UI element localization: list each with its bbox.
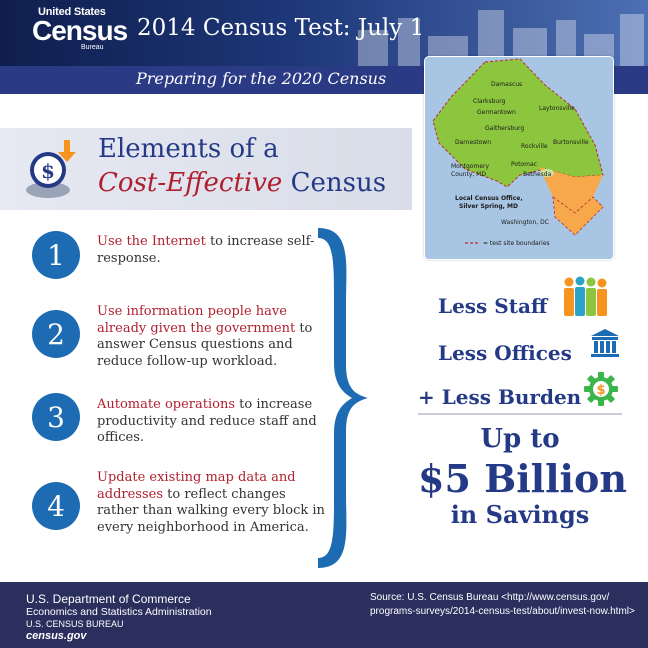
map-label-gaithersburg: Gaithersburg: [485, 125, 525, 132]
savings-in-savings: in Savings: [450, 500, 590, 529]
census-logo[interactable]: [14, 4, 128, 60]
gear-dollar-icon: [584, 372, 618, 406]
map-label-county-1: Montgomery: [451, 163, 490, 170]
people-icon: [560, 276, 610, 318]
logo-bureau: Bureau: [81, 44, 104, 51]
map-label-laytonsville: Laytonsville: [539, 105, 575, 112]
curly-brace-graphic: [312, 224, 372, 572]
step-1-rest: to increase self-response.: [97, 234, 315, 266]
logo-united-states: United States: [38, 6, 106, 18]
svg-text:$: $: [41, 159, 55, 183]
footer-source-line1[interactable]: Source: U.S. Census Bureau <http://www.census.gov/: [370, 592, 610, 603]
step-1-number: 1: [32, 231, 80, 279]
footer-dept: U.S. Department of Commerce: [26, 592, 191, 606]
step-2-highlight: Use information people have already given the government: [97, 304, 296, 336]
cost-effective-text: Cost-Effective: [98, 168, 283, 198]
step-2-text: [97, 304, 327, 370]
step-3-text: [97, 397, 327, 447]
page-title: 2014 Census Test: July 1: [137, 15, 425, 41]
money-bag-down-arrow-icon: [24, 138, 86, 202]
map-label-office-1: Local Census Office,: [455, 195, 523, 202]
map-label-potomac: Potomac: [511, 161, 537, 168]
savings-up-to: Up to: [480, 424, 560, 454]
step-1-text: [97, 234, 327, 267]
map-label-dc: Washington, DC: [501, 219, 549, 226]
logo-census: Census: [32, 15, 128, 46]
benefits-divider: [418, 413, 622, 415]
step-3-highlight: Automate operations: [97, 397, 235, 412]
less-staff-label: Less Staff: [438, 294, 548, 318]
map-label-rockville: Rockville: [521, 143, 548, 150]
step-2-number: 2: [32, 310, 80, 358]
svg-text:$: $: [596, 383, 606, 398]
test-site-map: [424, 56, 614, 260]
census-text: Census: [282, 168, 387, 198]
step-3-number: 3: [32, 393, 80, 441]
elements-heading-panel: [0, 128, 412, 210]
less-burden-label: + Less Burden: [418, 385, 582, 409]
footer-source-line2[interactable]: programs-surveys/2014-census-test/about/invest-now.html>: [370, 606, 635, 617]
map-label-burtonsville: Burtonsville: [553, 139, 589, 146]
step-4-highlight: Update existing map data and addresses: [97, 470, 296, 502]
map-label-office-2: Silver Spring, MD: [459, 203, 518, 210]
building-icon: [590, 328, 620, 358]
map-label-clarksburg: Clarksburg: [473, 98, 506, 105]
map-label-bethesda: Bethesda: [523, 171, 552, 178]
step-4-number: 4: [32, 482, 80, 530]
elements-title-line1: Elements of a: [98, 134, 279, 164]
map-label-county-2: County, MD: [451, 171, 486, 178]
footer: [0, 582, 648, 648]
savings-amount: $5 Billion: [418, 456, 627, 501]
step-4-text: [97, 470, 327, 536]
map-legend: = test site boundaries: [483, 240, 550, 247]
elements-title-line2: [98, 168, 386, 198]
step-4-rest: to reflect changes rather than walking every block in every neighborhood in America.: [97, 486, 325, 535]
footer-bureau: U.S. CENSUS BUREAU: [26, 619, 124, 629]
less-offices-label: Less Offices: [438, 341, 572, 365]
map-label-damascus: Damascus: [491, 81, 523, 88]
step-2-rest: to answer Census questions and reduce follow-up workload.: [97, 320, 313, 369]
map-label-germantown: Germantown: [477, 109, 516, 116]
step-1-highlight: Use the Internet: [97, 234, 206, 249]
page-subtitle: Preparing for the 2020 Census: [136, 69, 387, 88]
footer-site-link[interactable]: census.gov: [26, 630, 87, 642]
step-3-rest: to increase productivity and reduce staff and offices.: [97, 397, 317, 445]
map-label-darnestown: Darnestown: [455, 139, 492, 146]
footer-admin: Economics and Statistics Administration: [26, 606, 212, 618]
